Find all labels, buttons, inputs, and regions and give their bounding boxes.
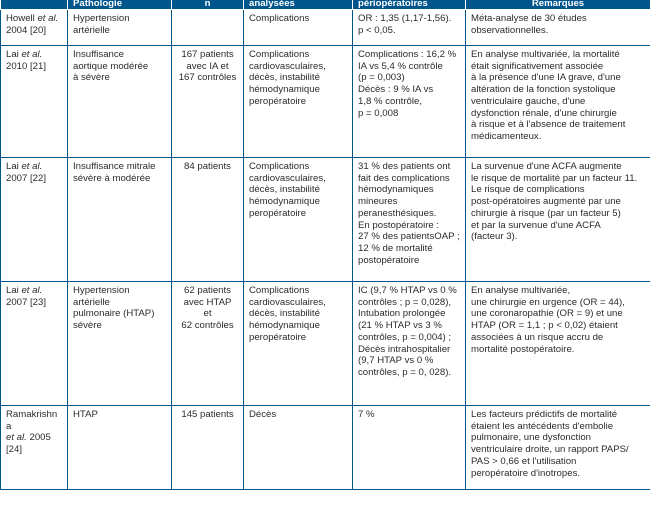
cell-complications-line: peropératoire (249, 95, 307, 107)
cell-reference-line: 2007 [22] (6, 172, 47, 184)
cell-n (172, 10, 244, 46)
cell-remarques-line: Les facteurs prédictifs de mortalité (471, 409, 618, 420)
cell-resultats-line: contrôles, p = 0, 028). (358, 366, 452, 378)
cell-pathologie-line: HTAP (73, 409, 98, 420)
cell-remarques-line: PAS > 0,66 et l'utilisation (471, 455, 577, 467)
cell-reference (1, 158, 68, 282)
cell-n-line: 84 patients (184, 161, 231, 172)
cell-complications-line: peropératoire (249, 331, 307, 343)
cell-complications-line: décès, instabilité (249, 184, 320, 196)
table-row (1, 10, 650, 46)
cell-remarques-line: une chirurgie en urgence (OR = 44), (471, 296, 625, 308)
cell-resultats-line: Complications : 16,2 % (358, 49, 457, 60)
cell-remarques (466, 46, 650, 158)
cell-remarques-line: La survenue d'une ACFA augmente (471, 161, 622, 172)
cell-pathologie-line: sévère (73, 320, 102, 332)
cell-pathologie-line: à sévère (73, 72, 110, 84)
cell-pathologie (68, 158, 172, 282)
cell-complications-line: hémodynamique (249, 196, 320, 208)
cell-reference-line: Lai et al. (6, 285, 43, 296)
cell-pathologie-line: aortique modérée (73, 60, 149, 72)
cell-remarques-line: à risque et à l'absence de traitement (471, 119, 626, 131)
cell-pathologie-line: Hypertension (73, 13, 130, 24)
cell-remarques-line: ventriculaire gauche, d'une (471, 95, 586, 107)
cell-pathologie-line: artérielle (73, 296, 110, 308)
cell-complications-line: décès, instabilité (249, 308, 320, 320)
cell-remarques-line: médicamenteux. (471, 130, 542, 142)
cell-resultats-line: Intubation prolongée (358, 308, 446, 320)
cell-resultats-line: En postopératoire : (358, 219, 440, 231)
cell-remarques-line: pulmonaire, une dysfonction (471, 432, 591, 444)
cell-complications-line: hémodynamique (249, 320, 320, 332)
cell-pathologie (68, 10, 172, 46)
cell-complications-line: Complications (249, 161, 310, 172)
cell-resultats-line: OR : 1,35 (1,17-1,56). (358, 13, 452, 24)
header-study (1, 0, 68, 10)
cell-resultats-line: 1,8 % contrôle, (358, 95, 422, 107)
table-row (1, 158, 650, 282)
cell-remarques-line: dysfonction rénale, d'une chirurgie (471, 107, 617, 119)
table-row (1, 46, 650, 158)
cell-remarques-line: HTAP (OR = 1,1 ; p < 0,02) étaient (471, 320, 618, 332)
cell-complications-line: décès, instabilité (249, 72, 320, 84)
cell-resultats-line: p < 0,05. (358, 24, 396, 36)
cell-complications-line: Complications (249, 49, 310, 60)
header-resultats: périopératoires (353, 0, 466, 10)
cell-n (172, 46, 244, 158)
cell-complications-line: Décès (249, 409, 277, 420)
cell-pathologie-line: pulmonaire (HTAP) (73, 308, 155, 320)
cell-pathologie (68, 282, 172, 406)
cell-resultats (353, 46, 466, 158)
table-header-row (1, 0, 650, 10)
cell-n-line: 167 patients (181, 49, 234, 60)
cell-resultats-line: mineures (358, 196, 398, 208)
cell-complications-line: Complications (249, 285, 310, 296)
cell-remarques-line: (facteur 3). (471, 231, 518, 243)
cell-remarques-line: En analyse multivariée, la mortalité (471, 49, 620, 60)
cell-resultats (353, 406, 466, 490)
cell-reference-line: Howell et al. (6, 13, 59, 24)
header-n: n (172, 0, 244, 10)
cell-remarques-line: Le risque de complications (471, 184, 585, 196)
table-row (1, 406, 650, 490)
cell-remarques-line: associées à un risque accru de (471, 331, 604, 343)
cell-reference (1, 406, 68, 490)
cell-remarques-line: chirurgie à risque (par un facteur 5) (471, 207, 621, 219)
cell-pathologie-line: sévère à modérée (73, 172, 151, 184)
cell-complications-line: Complications (249, 13, 310, 24)
cell-pathologie (68, 46, 172, 158)
table-row (1, 282, 650, 406)
cell-resultats (353, 10, 466, 46)
cell-complications-line: peropératoire (249, 207, 307, 219)
cell-remarques-line: une coronaropathie (OR = 9) et une (471, 308, 623, 320)
cell-remarques-line: étaient les antécédents d'embolie (471, 420, 614, 432)
cell-remarques (466, 282, 650, 406)
cell-complications-line: cardiovasculaires, (249, 296, 326, 308)
cell-n-line: et (203, 308, 212, 320)
cell-reference-line: 2007 [23] (6, 296, 47, 308)
cell-resultats-line: peranesthésiques. (358, 207, 437, 219)
cell-n (172, 282, 244, 406)
cell-n-line: 145 patients (181, 409, 234, 420)
cell-resultats-line: Décès intrahospitalier (358, 343, 451, 355)
cell-resultats-line: fait des complications (358, 172, 450, 184)
cell-pathologie-line: Hypertension (73, 285, 130, 296)
cell-resultats-line: 7 % (358, 409, 375, 420)
cell-remarques-line: observationnelles. (471, 24, 549, 36)
cell-resultats-line: IA vs 5,4 % contrôle (358, 60, 443, 72)
cell-reference (1, 282, 68, 406)
cell-remarques (466, 158, 650, 282)
cell-remarques-line: à la présence d'une IA grave, d'une (471, 72, 621, 84)
cell-remarques-line: mortalité postopératoire. (471, 343, 575, 355)
cell-complications (244, 46, 353, 158)
cell-pathologie (68, 406, 172, 490)
cell-remarques-line: ventriculaire droite, un rapport PAPS/ (471, 444, 629, 456)
cell-reference-line: 2004 [20] (6, 24, 47, 36)
cell-remarques-line: En analyse multivariée, (471, 285, 571, 296)
cell-resultats (353, 282, 466, 406)
cell-reference-line: 2010 [21] (6, 60, 47, 72)
cell-n (172, 406, 244, 490)
cell-resultats-line: 12 % de mortalité (358, 242, 433, 254)
cell-remarques-line: le risque de mortalité par un facteur 11. (471, 172, 638, 184)
cell-reference-line: Ramakrishna (6, 409, 58, 432)
header-complications: analysées (244, 0, 353, 10)
cell-remarques-line: était significativement associée (471, 60, 604, 72)
cell-complications-line: cardiovasculaires, (249, 60, 326, 72)
cell-remarques-line: peropératoire d'inotropes. (471, 467, 581, 479)
cell-remarques-line: post-opératoires augmenté par une (471, 196, 621, 208)
cell-pathologie-line: Insuffisance mitrale (73, 161, 156, 172)
cell-complications (244, 10, 353, 46)
cell-complications-line: hémodynamique (249, 84, 320, 96)
cell-resultats-line: contrôles, p = 0,004) ; (358, 331, 452, 343)
cell-resultats-line: 27 % des patientsOAP ; (358, 231, 460, 243)
cell-remarques (466, 10, 650, 46)
cell-remarques-line: et par la survenue d'une ACFA (471, 219, 601, 231)
cell-complications (244, 282, 353, 406)
cell-pathologie-line: Insuffisance (73, 49, 125, 60)
cell-n-line: 62 contrôles (181, 320, 234, 332)
cell-n-line: avec IA et (186, 60, 229, 72)
cell-resultats-line: IC (9,7 % HTAP vs 0 % (358, 285, 457, 296)
cell-n (172, 158, 244, 282)
cell-complications (244, 406, 353, 490)
cell-resultats-line: (p = 0,003) (358, 72, 405, 84)
cell-resultats-line: hémodynamiques (358, 184, 434, 196)
cell-n-line: 62 patients (184, 285, 231, 296)
cell-resultats-line: (9,7 HTAP vs 0 % (358, 355, 434, 367)
cell-resultats-line: contrôles ; p = 0,028), (358, 296, 452, 308)
cell-complications-line: cardiovasculaires, (249, 172, 326, 184)
cell-resultats-line: Décès : 9 % IA vs (358, 84, 434, 96)
cell-reference (1, 10, 68, 46)
cell-n-line: avec HTAP (183, 296, 232, 308)
cell-pathologie-line: artérielle (73, 24, 110, 36)
cell-resultats-line: 31 % des patients ont (358, 161, 451, 172)
cell-reference-line: et al. 2005 [24] (6, 432, 51, 456)
cell-reference-line: Lai et al. (6, 161, 43, 172)
cell-n-line: 167 contrôles (178, 72, 237, 84)
cell-resultats-line: postopératoire (358, 254, 420, 266)
cell-resultats-line: (21 % HTAP vs 3 % (358, 320, 442, 332)
cell-reference (1, 46, 68, 158)
cell-complications (244, 158, 353, 282)
cell-remarques-line: Méta-analyse de 30 études (471, 13, 587, 24)
table-body (1, 10, 650, 490)
cell-reference-line: Lai et al. (6, 49, 43, 60)
cell-resultats (353, 158, 466, 282)
cell-resultats-line: p = 0,008 (358, 107, 399, 119)
header-pathologie: Pathologie (68, 0, 172, 10)
cell-remarques-line: altération de la fonction systolique (471, 84, 616, 96)
header-remarques: Remarques (466, 0, 650, 10)
cell-remarques (466, 406, 650, 490)
